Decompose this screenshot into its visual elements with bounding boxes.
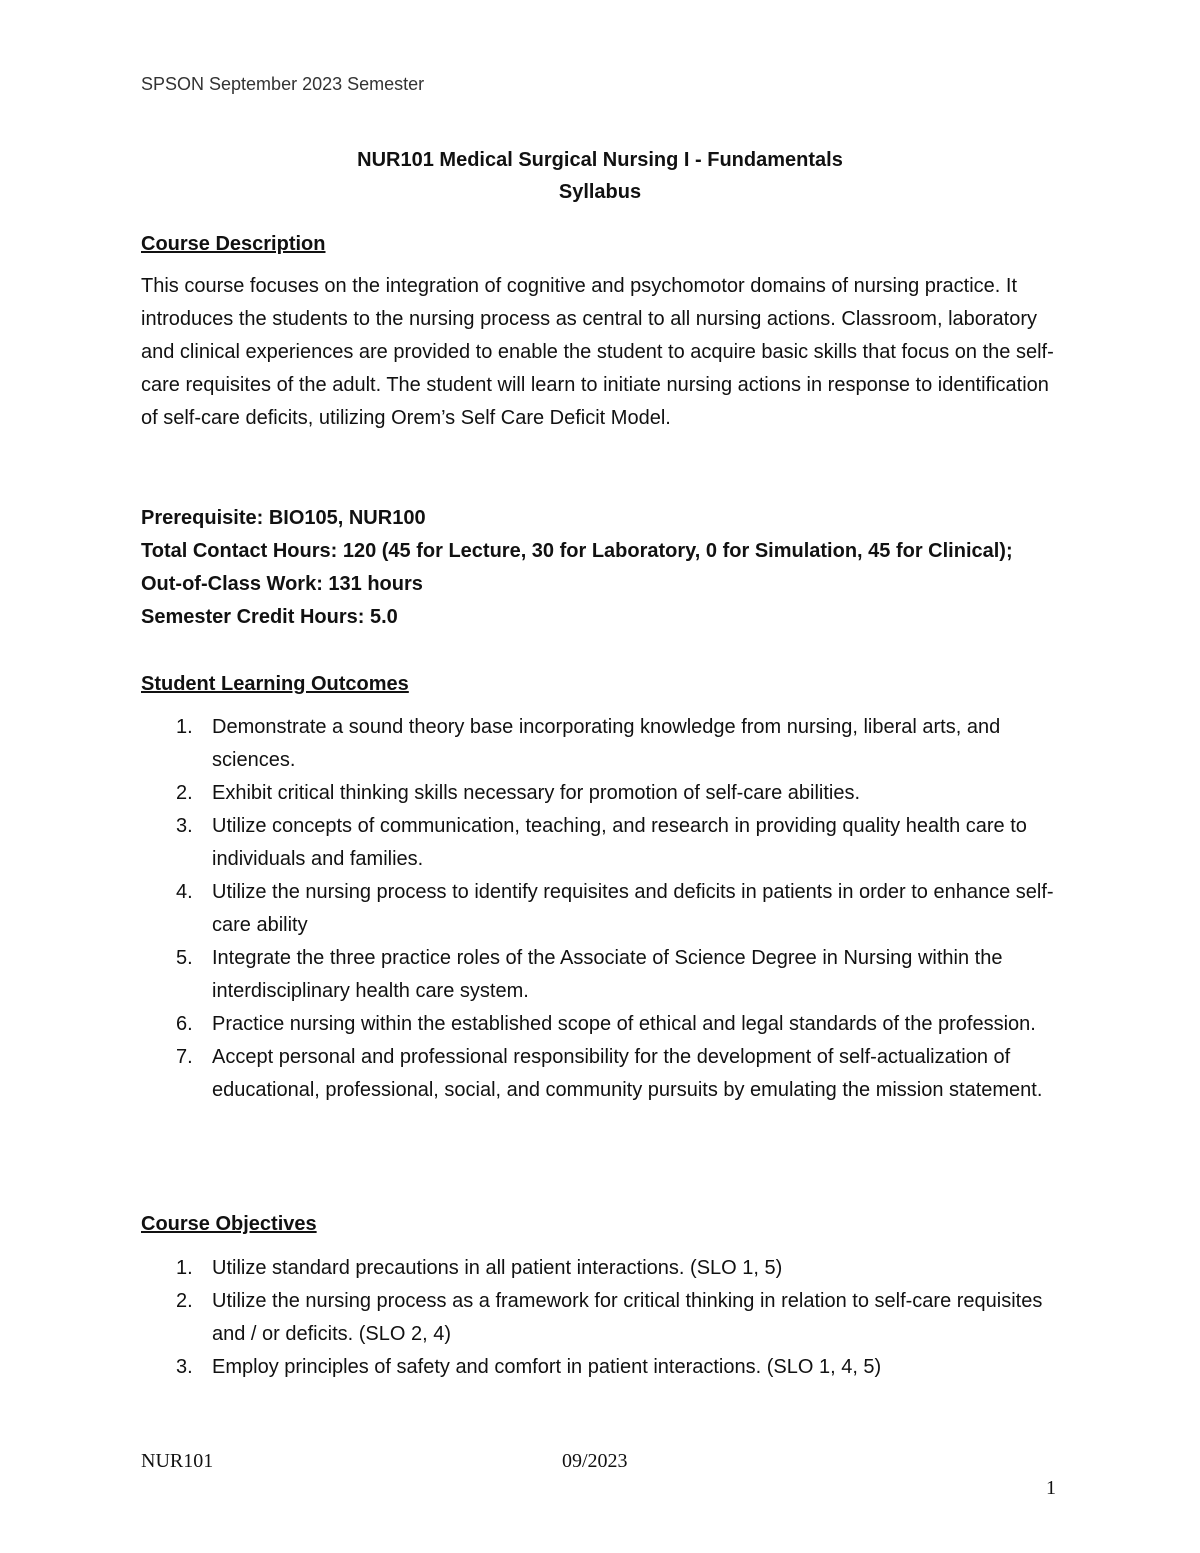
list-item-text: Demonstrate a sound theory base incorporating knowledge from nursing, liberal arts, and sciences. [212,716,1001,771]
course-objectives-list [141,1252,1066,1384]
contact-hours-line: Total Contact Hours: 120 (45 for Lecture, 30 for Laboratory, 0 for Simulation, 45 for Clinical); [141,540,1013,562]
list-item-number: 1. [176,716,193,738]
learning-outcomes-section [141,668,1066,701]
list-item-text: Utilize the nursing process as a framework for critical thinking in relation to self-care requisites and / or deficits. (SLO 2, 4) [212,1290,1043,1345]
course-description-body: This course focuses on the integration of cognitive and psychomotor domains of nursing practice. It introduces the students to the nursing process as central to all nursing actions. Classroom, laboratory and clinical experiences are provided to enable the student to acquire basic skills that focus on the self-care requisites of the adult. The student will learn to initiate nursing actions in response to identification of self-care deficits, utilizing Orem’s Self Care Deficit Model. [141,275,1054,429]
list-item-number: 6. [176,1013,193,1035]
course-objective-item [141,1351,1066,1384]
list-item-number: 2. [176,782,193,804]
list-item-number: 3. [176,1356,193,1378]
course-info-section [141,502,1066,634]
list-item-number: 3. [176,815,193,837]
page-header: SPSON September 2023 Semester [141,74,425,94]
list-item-text: Integrate the three practice roles of the Associate of Science Degree in Nursing within the interdisciplinary health care system. [212,947,1003,1002]
course-objectives-section [141,1208,1066,1241]
list-item-number: 1. [176,1257,193,1279]
course-objective-item [141,1252,1066,1285]
course-description-section [141,228,1066,261]
learning-outcome-item [141,1041,1066,1107]
list-item-number: 4. [176,881,193,903]
learning-outcome-item [141,711,1066,777]
document-title [0,144,1200,208]
course-objective-item [141,1285,1066,1351]
course-objectives-list-wrap [141,1252,1066,1384]
list-item-text: Utilize standard precautions in all patient interactions. (SLO 1, 5) [212,1257,783,1279]
credit-hours-line: Semester Credit Hours: 5.0 [141,606,398,628]
learning-outcomes-list [141,711,1066,1107]
list-item-text: Employ principles of safety and comfort in patient interactions. (SLO 1, 4, 5) [212,1356,882,1378]
list-item-text: Utilize concepts of communication, teaching, and research in providing quality health care to individuals and families. [212,815,1027,870]
learning-outcome-item [141,942,1066,1008]
list-item-number: 7. [176,1046,193,1068]
learning-outcome-item [141,1008,1066,1041]
course-description-body-wrap [141,270,1066,435]
course-title: NUR101 Medical Surgical Nursing I - Fundamentals [357,149,843,171]
learning-outcome-item [141,876,1066,942]
list-item-number: 2. [176,1290,193,1312]
learning-outcome-item [141,810,1066,876]
course-objectives-heading: Course Objectives [141,1213,317,1235]
syllabus-label: Syllabus [558,181,642,203]
prerequisite-line: Prerequisite: BIO105, NUR100 [141,507,426,529]
list-item-text: Practice nursing within the established scope of ethical and legal standards of the profession. [212,1013,1036,1035]
out-of-class-line: Out-of-Class Work: 131 hours [141,573,423,595]
learning-outcome-item [141,777,1066,810]
list-item-text: Exhibit critical thinking skills necessary for promotion of self-care abilities. [212,782,861,804]
footer-course-code: NUR101 [141,1450,214,1472]
list-item-text: Utilize the nursing process to identify requisites and deficits in patients in order to enhance self-care ability [212,881,1054,936]
learning-outcomes-list-wrap [141,711,1066,1107]
learning-outcomes-heading: Student Learning Outcomes [141,673,409,695]
list-item-text: Accept personal and professional responsibility for the development of self-actualization of educational, professional, social, and community pursuits by emulating the mission statement. [212,1046,1043,1101]
footer-date: 09/2023 [562,1450,628,1472]
page-number: 1 [1046,1477,1056,1499]
course-description-heading: Course Description [141,233,326,255]
list-item-number: 5. [176,947,193,969]
